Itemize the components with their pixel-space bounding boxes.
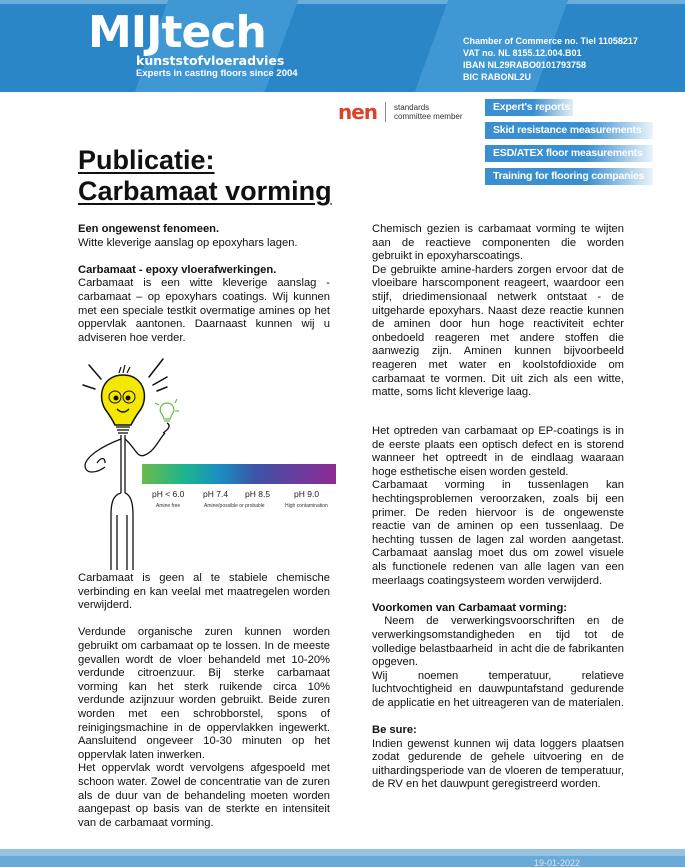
- right-column-top: [372, 223, 624, 400]
- ph-sublabel: High contamination: [285, 503, 328, 509]
- service-training: Training for flooring companies: [485, 168, 653, 185]
- section-heading: Een ongewenst fenomeen.: [78, 223, 220, 235]
- page-title: [78, 145, 332, 207]
- services-list: [485, 99, 653, 191]
- service-esd-atex: ESD/ATEX floor measurements: [485, 145, 653, 162]
- header-banner: [0, 0, 685, 92]
- ph-label: pH < 6.0: [152, 489, 185, 499]
- paragraph: De gebruikte amine-harders zorgen ervoor dat de vloeibare harscomponent reageert, waardoor een stijf, driedimensionaal netwerk ontstaat - de uitgeharde epoxyhars. Naast deze reactie kunnen de aminen door hun hoge reactiviteit echter onbedoeld reageren met andere stoffen die aanwezig zijn. Aminen kunnen bijvoorbeeld reageren met water en koolstofdioxide om carbamaat te vormen. Dit uit zich als een witte, matte, soms licht kleverige laag.: [372, 263, 624, 399]
- chamber-of-commerce: Chamber of Commerce no. Tiel 11058217: [463, 36, 638, 46]
- paragraph: Chemisch gezien is carbamaat vorming te wijten aan de reactieve componenten die worden gebruikt in epoxyharscoatings.: [372, 223, 624, 263]
- company-logo: [88, 7, 298, 80]
- nen-divider: [385, 102, 386, 122]
- logo-tagline: Experts in casting floors since 2004: [136, 68, 298, 79]
- footer-date: 19-01-2022: [534, 858, 581, 868]
- section-heading: Voorkomen van Carbamaat vorming:: [372, 601, 567, 614]
- logo-subtitle: kunststofvloeradvies: [136, 53, 285, 68]
- service-skid-resistance: Skid resistance measurements: [485, 122, 653, 139]
- paragraph: Neem de verwerkingsvoorschriften en de verwerkingsomstandigheden en tijd tot de volledige belastbaarheid in acht die de fabrikanten opgeven.: [372, 615, 628, 669]
- title-line1: Publicatie:: [78, 145, 215, 175]
- paragraph: Verdunde organische zuren kunnen worden gebruikt om carbamaat op te lossen. In de meeste gevallen wordt de vloer behandeld met 10-20% verdunde citroenzuur. Bij sterke carbamaat vorming kan het sterk ruikende circa 10% verdunde azijnzuur worden gebruikt. Beide zuren worden met een schrobborstel, spons of reinigingsmachine in de oppervlakken ingewerkt. Aansluitend ongeveer 10-30 minuten op het oppervlak laten inwerken.: [78, 626, 330, 761]
- ph-sublabel: Amine/possible or probable: [204, 503, 265, 509]
- ph-label: pH 9.0: [294, 489, 320, 499]
- ph-sublabel: Amine free: [156, 503, 181, 509]
- title-line2: Carbamaat vorming: [78, 176, 332, 206]
- paragraph: Het oppervlak wordt vervolgens afgespoeld met schoon water. Zowel de concentratie van de zuren als de duur van de behandeling moeten worden aangepast op basis van de sterkte en intensiteit van de carbamaat vorming.: [78, 762, 330, 829]
- iban: IBAN NL29RABO0101793758: [463, 60, 587, 70]
- section-heading: Be sure:: [372, 724, 417, 737]
- nen-logo: nen: [338, 100, 378, 124]
- paragraph: Indien gewenst kunnen wij data loggers plaatsen zodat gedurende de gehele uitvoering en de uithardingsperiode van de vloeren de temperatuur, de RV en het dauwpunt geregistreerd worden.: [372, 737, 624, 791]
- company-info: [463, 35, 638, 83]
- nen-membership: [338, 100, 463, 124]
- service-experts-reports: Expert's reports: [485, 99, 573, 116]
- ph-label: pH 8.5: [245, 489, 271, 499]
- bic: BIC RABONL2U: [463, 72, 532, 82]
- footer-bar: [0, 849, 685, 867]
- footer-strip: [0, 849, 685, 856]
- lightbulb-figure-illustration: [75, 355, 345, 570]
- left-column-bottom: [78, 572, 330, 830]
- paragraph: Wij noemen temperatuur, relatieve luchtvochtigheid en dauwpuntafstand gedurende de applicatie en het uitreageren van de materialen.: [372, 669, 624, 709]
- right-column-bottom: [372, 425, 628, 792]
- header-top-strip: [0, 0, 685, 4]
- logo-brand: MIJtech: [88, 7, 266, 58]
- nen-text-line2: committee member: [394, 112, 463, 121]
- paragraph: Carbamaat vorming in tussenlagen kan hechtingsproblemen veroorzaken, zoals bij een primer. De reden hiervoor is de ongewenste reactie van de aminen op een tussenlaag. De hechting tussen de lagen zal worden aangetast. Carbamaat aanslag moet dus om zowel visuele als functionele redenen van alle lagen van een meerlaags coatingsysteem worden verwijderd.: [372, 479, 624, 587]
- left-column-top: [78, 223, 330, 345]
- paragraph: Carbamaat is geen al te stabiele chemische verbinding en kan veelal met maatregelen worden verwijderd.: [78, 572, 330, 612]
- section-heading: Carbamaat - epoxy vloerafwerkingen.: [78, 263, 277, 276]
- nen-text: [394, 103, 462, 121]
- paragraph: Witte kleverige aanslag op epoxyhars lagen.: [78, 236, 298, 249]
- ph-color-scale: [142, 464, 336, 484]
- vat-number: VAT no. NL 8155.12.004.B01: [463, 48, 582, 58]
- paragraph: Het optreden van carbamaat op EP-coatings is in de eerste plaats een optisch defect en is storend wanneer het optreedt in de eindlaag waaraan hoge esthetische eisen worden gesteld.: [372, 425, 624, 478]
- ph-label: pH 7.4: [203, 489, 229, 499]
- paragraph: Carbamaat is een witte kleverige aanslag - carbamaat – op epoxyhars coatings. Wij kunnen met een speciale testkit overmatige amines op het oppervlak aantonen. Daarnaast kunnen wij u adviseren hoe verder.: [78, 277, 330, 344]
- nen-text-line1: standards: [394, 103, 430, 112]
